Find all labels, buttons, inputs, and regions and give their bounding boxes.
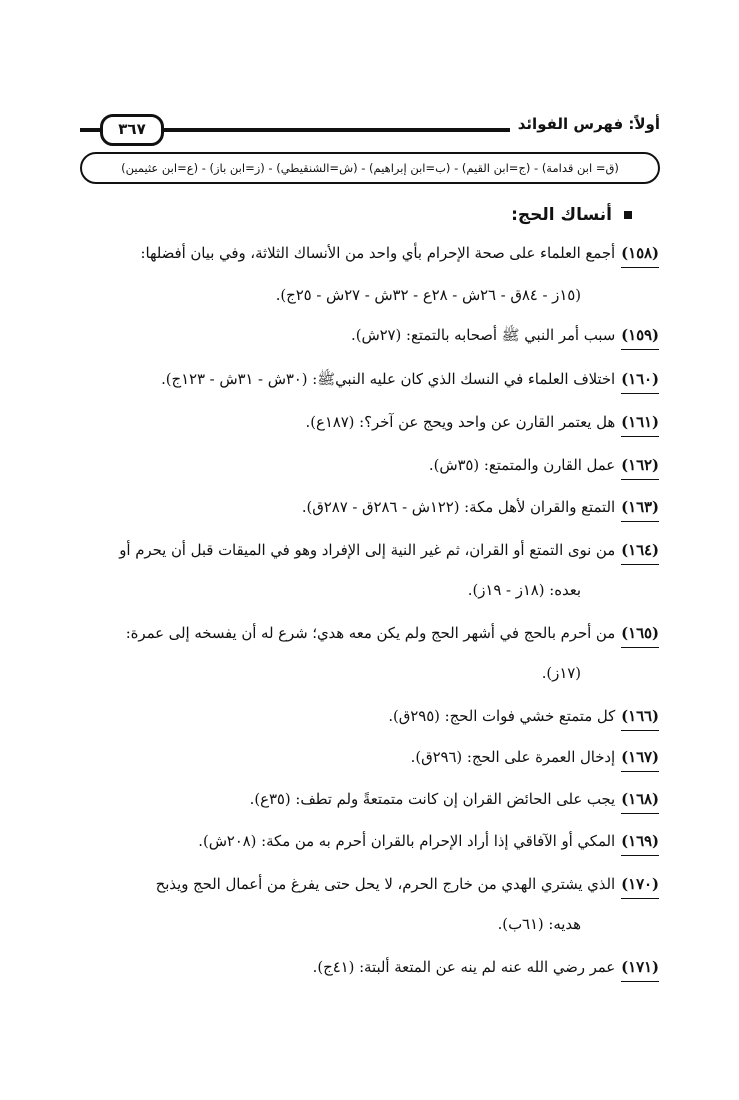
entry-text: الذي يشتري الهدي من خارج الحرم، لا يحل حتى يفرغ من أعمال الحج ويذبح [155, 876, 616, 893]
entry-text: من أحرم بالحج في أشهر الحج ولم يكن معه هدي؛ شرع له أن يفسخه إلى عمرة: [125, 625, 616, 642]
entry-number: (١٧٠) [621, 875, 659, 899]
header-title: أولاً: فهرس الفوائد [517, 115, 660, 133]
entry-163 [76, 498, 659, 518]
entry-number: (١٦٧) [621, 748, 659, 772]
section-heading [511, 205, 632, 225]
entry-number: (١٦٠) [621, 370, 659, 394]
entry-continuation: (١٥ز - ٨٤ق - ٢٦ش - ٢٨ع - ٣٢ش - ٢٧ش - ٢٥ج). [275, 287, 581, 304]
page-number: ٣٦٧ [100, 114, 164, 146]
entry-160 [76, 370, 659, 390]
entry-169 [76, 832, 659, 852]
entry-number: (١٧١) [621, 958, 659, 982]
entry-text: سبب أمر النبي ﷺ أصحابه بالتمتع: (٢٧ش). [351, 327, 616, 344]
entry-continuation: بعده: (١٨ز - ١٩ز). [467, 582, 581, 599]
entry-text: المكي أو الآفاقي إذا أراد الإحرام بالقران أحرم به من مكة: (٢٠٨ش). [198, 833, 616, 850]
entry-text: التمتع والقران لأهل مكة: (١٢٢ش - ٢٨٦ق - ٢٨٧ق). [301, 499, 616, 516]
abbreviations-key: (ق= ابن قدامة) - (ج=ابن القيم) - (ب=ابن إبراهيم) - (ش=الشنقيطي) - (ز=ابن باز) - (ع=ابن عثيمين) [80, 152, 660, 184]
entry-text: عمل القارن والمتمتع: (٣٥ش). [428, 457, 616, 474]
entry-number: (١٦٩) [621, 832, 659, 856]
entry-168 [76, 790, 659, 810]
entry-number: (١٦٤) [621, 541, 659, 565]
entry-number: (١٦٣) [621, 498, 659, 522]
entry-text: هل يعتمر القارن عن واحد ويحج عن آخر؟: (١٨٧ع). [305, 414, 616, 431]
entry-text: يجب على الحائض القران إن كانت متمتعةً ولم تطف: (٣٥ع). [249, 791, 616, 808]
entry-text: اختلاف العلماء في النسك الذي كان عليه النبيﷺ: (٣٠ش - ٣١ش - ١٢٣ج). [161, 371, 616, 388]
entry-number: (١٦٨) [621, 790, 659, 814]
entry-number: (١٥٨) [621, 244, 659, 268]
entry-161 [76, 413, 659, 433]
entry-number: (١٦٦) [621, 707, 659, 731]
entry-164 [76, 541, 659, 601]
entry-continuation: هديه: (٦١ب). [497, 916, 581, 933]
page-header [80, 112, 660, 148]
header-rule [148, 128, 510, 132]
entry-text: كل متمتع خشي فوات الحج: (٢٩٥ق). [388, 708, 616, 725]
entry-number: (١٦٥) [621, 624, 659, 648]
section-heading-text: أنساك الحج: [511, 205, 612, 225]
entry-159 [76, 326, 659, 346]
entry-167 [76, 748, 659, 768]
entry-171 [76, 958, 659, 978]
entry-166 [76, 707, 659, 727]
entry-162 [76, 456, 659, 476]
entry-165 [76, 624, 659, 684]
entry-text: أجمع العلماء على صحة الإحرام بأي واحد من الأنساك الثلاثة، وفي بيان أفضلها: [140, 245, 616, 262]
entry-text: عمر رضي الله عنه لم ينه عن المتعة ألبتة: (٤١ج). [312, 959, 616, 976]
entry-170 [76, 875, 659, 935]
bullet-icon [624, 211, 632, 219]
entry-number: (١٦٢) [621, 456, 659, 480]
entry-158 [76, 244, 659, 306]
entry-text: إدخال العمرة على الحج: (٢٩٦ق). [410, 749, 616, 766]
entry-number: (١٥٩) [621, 326, 659, 350]
entry-text: من نوى التمتع أو القران، ثم غير النية إلى الإفراد وهو في الميقات قبل أن يحرم أو [119, 542, 616, 559]
entry-continuation: (١٧ز). [541, 665, 581, 682]
entry-number: (١٦١) [621, 413, 659, 437]
